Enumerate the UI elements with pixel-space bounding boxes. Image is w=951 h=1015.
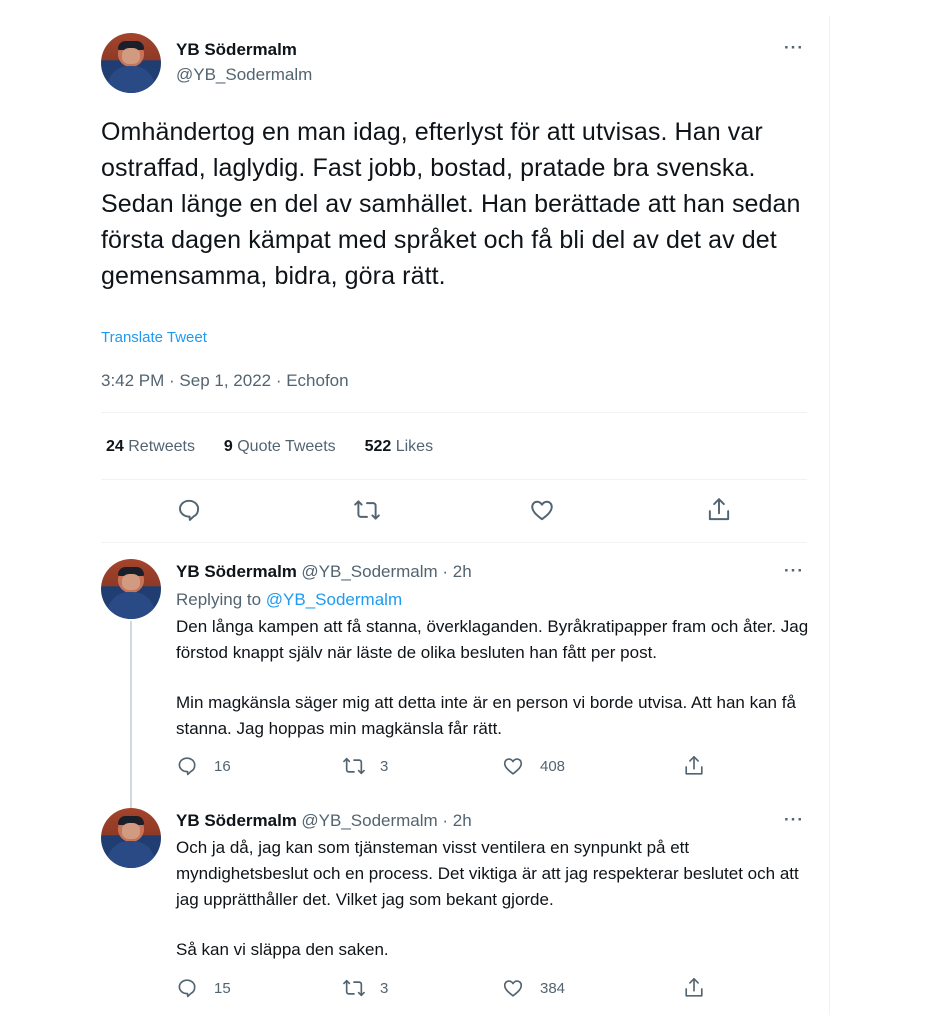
thread-connector xyxy=(130,621,132,810)
avatar-face xyxy=(122,574,140,590)
avatar-uniform xyxy=(107,592,155,619)
share-button[interactable] xyxy=(683,976,705,1005)
avatar[interactable] xyxy=(101,33,161,93)
reply-header xyxy=(176,562,472,582)
retweet-icon xyxy=(342,977,366,999)
author-name[interactable]: YB Södermalm xyxy=(176,811,297,830)
reply-paragraph: Den långa kampen att få stanna, överklaganden. Byråkratipapper fram och åter. Jag förstod knappt själv när läste de olika besluten han fått per post. xyxy=(176,617,809,662)
share-icon xyxy=(706,496,732,524)
like-button[interactable] xyxy=(529,497,555,528)
reply-button[interactable] xyxy=(176,977,231,999)
reply-paragraph: Min magkänsla säger mig att detta inte är en person vi borde utvisa. Att han kan få stanna. Jag hoppas min magkänsla får rätt. xyxy=(176,693,796,738)
like-icon xyxy=(502,755,524,777)
reply-count: 16 xyxy=(214,757,231,775)
retweet-count: 3 xyxy=(380,757,389,775)
avatar-face xyxy=(122,48,140,64)
author-handle[interactable]: @YB_Sodermalm · 2h xyxy=(301,811,472,830)
likes-count: 522 xyxy=(364,438,392,455)
retweet-button[interactable] xyxy=(342,755,388,777)
replying-to-prefix: Replying to xyxy=(176,590,262,609)
author-name[interactable]: YB Södermalm xyxy=(176,562,297,581)
retweets-count: 24 xyxy=(106,438,124,455)
retweet-icon xyxy=(342,755,366,777)
like-count: 408 xyxy=(540,757,566,775)
avatar-uniform xyxy=(107,66,155,93)
share-icon xyxy=(683,976,705,1000)
reply-paragraph: Och ja då, jag kan som tjänsteman visst ventilera en synpunkt på ett myndighetsbeslut och en process. Det viktiga är att jag respekterar beslutet och att jag upprätthåller det. Vilket jag som bekant gjorde. xyxy=(176,838,799,909)
reply-button[interactable] xyxy=(176,755,231,777)
tweet-timestamp[interactable]: 3:42 PM · Sep 1, 2022 · Echofon xyxy=(101,371,349,390)
reply-button[interactable] xyxy=(176,497,202,528)
reply-count: 15 xyxy=(214,979,231,997)
retweets-stat[interactable] xyxy=(106,438,199,455)
quote-tweets-stat[interactable] xyxy=(224,438,340,455)
divider xyxy=(101,542,807,543)
avatar-face xyxy=(122,823,140,839)
likes-label: Likes xyxy=(395,438,434,455)
reply-paragraph: Så kan vi släppa den saken. xyxy=(176,940,389,959)
like-button[interactable] xyxy=(502,755,565,777)
translate-tweet-link[interactable]: Translate Tweet xyxy=(101,329,207,346)
more-icon[interactable]: ··· xyxy=(784,561,804,580)
reply-icon xyxy=(176,497,202,523)
retweet-icon xyxy=(353,497,381,523)
avatar[interactable] xyxy=(101,808,161,868)
quotes-label: Quote Tweets xyxy=(237,438,336,455)
column-divider xyxy=(829,16,830,1015)
like-icon xyxy=(529,497,555,523)
reply-icon xyxy=(176,977,198,999)
reply-text xyxy=(176,835,816,963)
share-icon xyxy=(683,754,705,778)
divider xyxy=(101,412,807,413)
quotes-count: 9 xyxy=(223,438,233,455)
retweet-button[interactable] xyxy=(342,977,388,999)
likes-stat[interactable] xyxy=(365,438,434,455)
divider xyxy=(101,479,807,480)
reply-icon xyxy=(176,755,198,777)
more-icon[interactable]: ··· xyxy=(784,38,804,57)
share-button[interactable] xyxy=(683,754,705,783)
retweets-label: Retweets xyxy=(128,438,195,455)
reply-header xyxy=(176,811,472,831)
author-handle[interactable]: @YB_Sodermalm xyxy=(176,65,313,84)
tweet-stats xyxy=(106,438,433,456)
like-count: 384 xyxy=(540,979,566,997)
reply-text xyxy=(176,614,816,742)
like-button[interactable] xyxy=(502,977,565,999)
like-icon xyxy=(502,977,524,999)
share-button[interactable] xyxy=(706,496,732,529)
more-icon[interactable]: ··· xyxy=(784,810,804,829)
author-name[interactable]: YB Södermalm xyxy=(176,40,297,59)
replying-to-handle[interactable]: @YB_Sodermalm xyxy=(265,590,403,609)
tweet-text: Omhändertog en man idag, efterlyst för att utvisas. Han var ostraffad, laglydig. Fast jobb, bostad, pratade bra svenska. Sedan länge en del av samhället. Han berättade att han sedan första dagen kämpat med språket och få bli del av det av det gemensamma, bidra, göra rätt. xyxy=(101,118,801,290)
retweet-button[interactable] xyxy=(353,497,381,528)
replying-to xyxy=(176,590,402,610)
avatar-uniform xyxy=(107,841,155,868)
author-handle[interactable]: @YB_Sodermalm · 2h xyxy=(301,562,472,581)
avatar[interactable] xyxy=(101,559,161,619)
retweet-count: 3 xyxy=(380,979,389,997)
